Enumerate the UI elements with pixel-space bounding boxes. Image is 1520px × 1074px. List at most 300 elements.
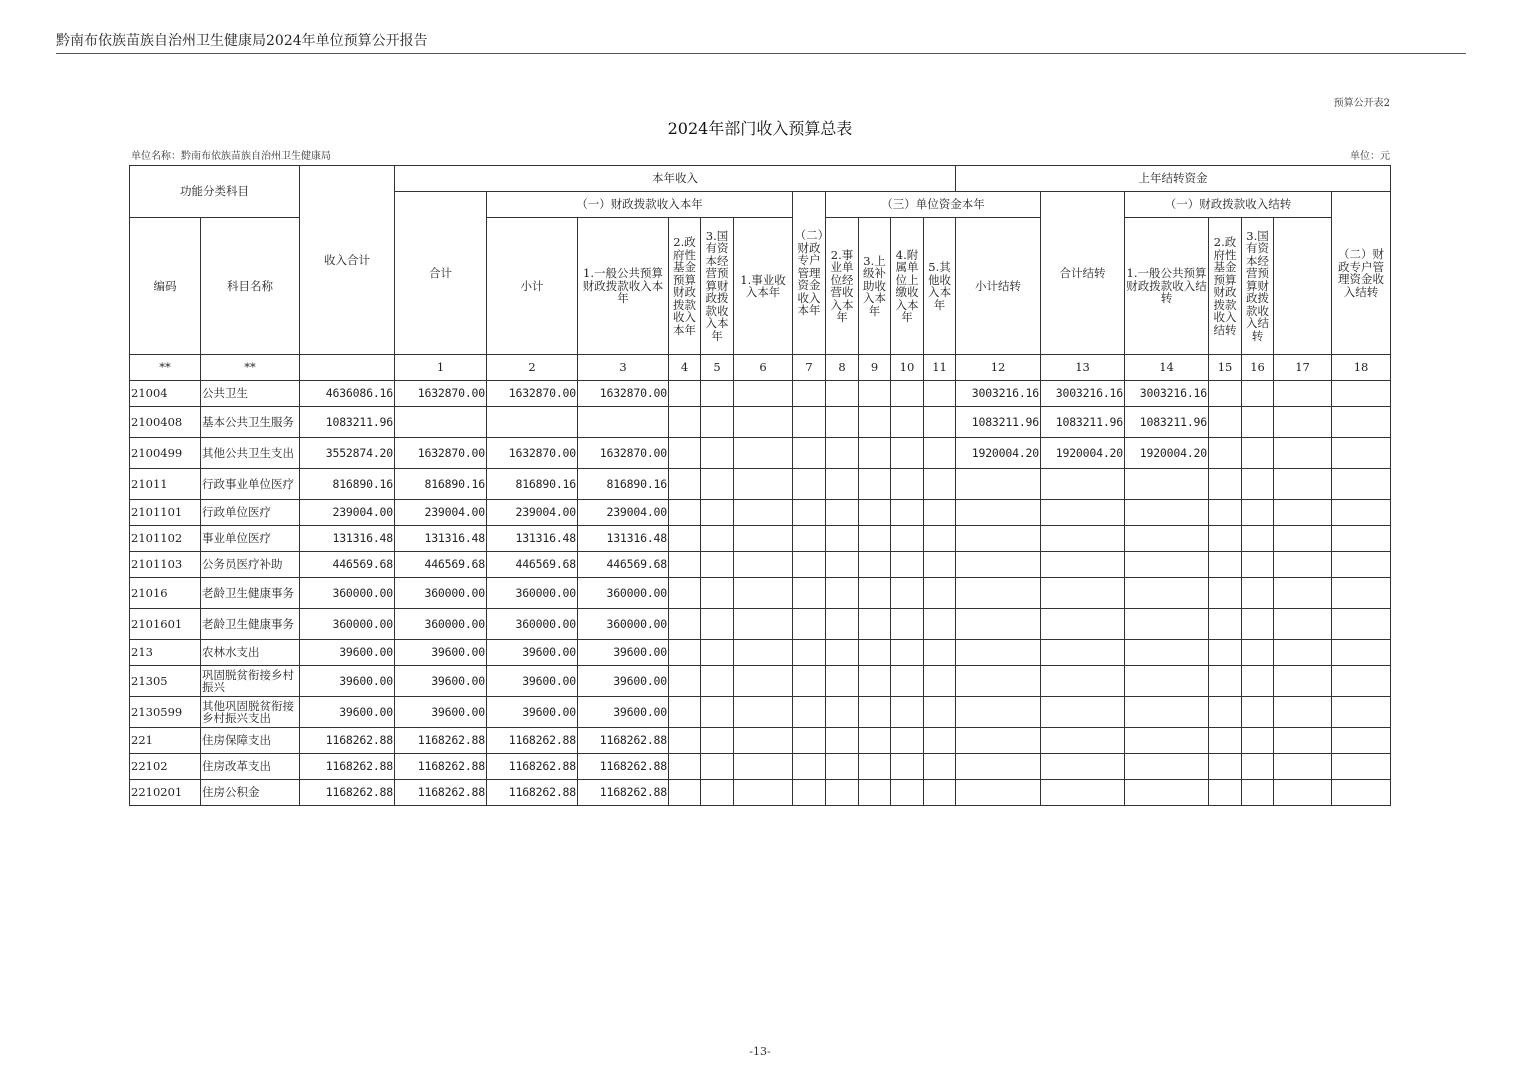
header-total: 合计 xyxy=(395,192,487,355)
amount-cell xyxy=(734,469,793,500)
amount-cell: 1168262.88 xyxy=(487,780,578,806)
amount-cell xyxy=(1332,666,1391,697)
amount-cell: 446569.68 xyxy=(578,552,669,578)
column-number: 3 xyxy=(578,355,669,381)
amount-cell xyxy=(1242,609,1274,640)
amount-cell xyxy=(1274,381,1332,407)
table-row xyxy=(130,697,1391,728)
amount-cell xyxy=(1041,754,1125,780)
table-row xyxy=(130,469,1391,500)
row-name: 行政单位医疗 xyxy=(201,500,300,526)
amount-cell xyxy=(1274,578,1332,609)
amount-cell xyxy=(1332,381,1391,407)
amount-cell xyxy=(669,578,701,609)
amount-cell xyxy=(1209,728,1242,754)
table-number: 预算公开表2 xyxy=(1333,98,1390,109)
header-subtotal-carry: 小计结转 xyxy=(956,218,1041,355)
amount-cell: 1168262.88 xyxy=(300,728,395,754)
amount-cell: 816890.16 xyxy=(395,469,487,500)
amount-cell xyxy=(734,500,793,526)
amount-cell xyxy=(487,407,578,438)
column-number: 4 xyxy=(669,355,701,381)
amount-cell xyxy=(1041,780,1125,806)
amount-cell: 360000.00 xyxy=(395,578,487,609)
amount-cell xyxy=(734,609,793,640)
amount-cell xyxy=(1125,728,1209,754)
header-income-total: 收入合计 xyxy=(300,166,395,355)
amount-cell xyxy=(826,640,859,666)
row-code: 21011 xyxy=(130,469,201,500)
table-row xyxy=(130,407,1391,438)
amount-cell xyxy=(734,666,793,697)
amount-cell xyxy=(1274,697,1332,728)
table-row xyxy=(130,666,1391,697)
column-number-row xyxy=(130,355,1391,381)
amount-cell xyxy=(826,578,859,609)
amount-cell: 360000.00 xyxy=(300,609,395,640)
amount-cell xyxy=(826,666,859,697)
amount-cell xyxy=(1242,552,1274,578)
amount-cell xyxy=(859,526,891,552)
row-name: 公务员医疗补助 xyxy=(201,552,300,578)
amount-cell xyxy=(1274,552,1332,578)
amount-cell xyxy=(891,578,924,609)
row-code: 2210201 xyxy=(130,780,201,806)
amount-cell xyxy=(1209,526,1242,552)
amount-cell xyxy=(956,469,1041,500)
amount-cell xyxy=(956,609,1041,640)
row-code: 2130599 xyxy=(130,697,201,728)
amount-cell xyxy=(891,754,924,780)
amount-cell xyxy=(734,407,793,438)
amount-cell xyxy=(859,754,891,780)
amount-cell: 239004.00 xyxy=(300,500,395,526)
column-number: 1 xyxy=(395,355,487,381)
amount-cell: 1083211.96 xyxy=(1125,407,1209,438)
amount-cell xyxy=(891,438,924,469)
amount-cell xyxy=(1274,666,1332,697)
row-name: 公共卫生 xyxy=(201,381,300,407)
amount-cell xyxy=(1041,469,1125,500)
amount-cell: 39600.00 xyxy=(578,640,669,666)
row-code: 21016 xyxy=(130,578,201,609)
amount-cell xyxy=(826,526,859,552)
amount-cell xyxy=(1209,407,1242,438)
amount-cell xyxy=(826,780,859,806)
amount-cell: 39600.00 xyxy=(487,697,578,728)
amount-cell xyxy=(1125,780,1209,806)
column-number: 18 xyxy=(1332,355,1391,381)
row-name: 住房保障支出 xyxy=(201,728,300,754)
amount-cell xyxy=(1274,640,1332,666)
amount-cell xyxy=(1332,526,1391,552)
amount-cell xyxy=(793,728,826,754)
amount-cell xyxy=(1332,552,1391,578)
table-row xyxy=(130,438,1391,469)
amount-cell xyxy=(1209,381,1242,407)
amount-cell xyxy=(859,381,891,407)
amount-cell: 816890.16 xyxy=(487,469,578,500)
amount-cell xyxy=(701,754,734,780)
amount-cell xyxy=(701,780,734,806)
header-gov-fund: 2.政府性基金预算财政拨款收入本年 xyxy=(669,218,701,355)
amount-cell xyxy=(734,640,793,666)
amount-cell xyxy=(859,609,891,640)
amount-cell xyxy=(1242,500,1274,526)
amount-cell xyxy=(1125,609,1209,640)
amount-cell xyxy=(1242,640,1274,666)
amount-cell xyxy=(1274,526,1332,552)
amount-cell: 360000.00 xyxy=(578,609,669,640)
amount-cell xyxy=(1242,407,1274,438)
amount-cell xyxy=(859,438,891,469)
amount-cell xyxy=(1242,697,1274,728)
amount-cell xyxy=(859,578,891,609)
amount-cell xyxy=(826,500,859,526)
header-subtotal: 小计 xyxy=(487,218,578,355)
amount-cell: 1168262.88 xyxy=(395,780,487,806)
amount-cell: 1168262.88 xyxy=(578,754,669,780)
amount-cell xyxy=(891,500,924,526)
amount-cell xyxy=(1209,754,1242,780)
amount-cell: 1083211.96 xyxy=(956,407,1041,438)
column-number xyxy=(300,355,395,381)
amount-cell: 3552874.20 xyxy=(300,438,395,469)
amount-cell xyxy=(1332,728,1391,754)
amount-cell xyxy=(1209,697,1242,728)
header-prior-year: 上年结转资金 xyxy=(956,166,1391,192)
amount-cell: 1168262.88 xyxy=(578,728,669,754)
amount-cell xyxy=(1242,754,1274,780)
amount-cell xyxy=(1332,407,1391,438)
amount-cell: 131316.48 xyxy=(395,526,487,552)
header-general-carry: 1.一般公共预算财政拨款收入结转 xyxy=(1125,218,1209,355)
amount-cell xyxy=(956,640,1041,666)
column-number: 10 xyxy=(891,355,924,381)
amount-cell: 1168262.88 xyxy=(578,780,669,806)
amount-cell xyxy=(1242,469,1274,500)
amount-cell xyxy=(669,526,701,552)
amount-cell xyxy=(956,552,1041,578)
amount-cell xyxy=(1242,666,1274,697)
amount-cell xyxy=(924,526,956,552)
header-state-capital: 3.国有资本经营预算财政拨款收入本年 xyxy=(701,218,734,355)
header-special-account: （二）财政专户管理资金收入本年 xyxy=(793,192,826,355)
amount-cell xyxy=(924,728,956,754)
amount-cell xyxy=(924,697,956,728)
column-number: 12 xyxy=(956,355,1041,381)
amount-cell xyxy=(1209,500,1242,526)
amount-cell xyxy=(891,469,924,500)
amount-cell xyxy=(956,500,1041,526)
amount-cell: 1083211.96 xyxy=(1041,407,1125,438)
header-fiscal-current: （一）财政拨款收入本年 xyxy=(487,192,793,218)
amount-cell xyxy=(826,754,859,780)
header-special-account-carry: （二）财政专户管理资金收入结转 xyxy=(1332,192,1391,355)
amount-cell xyxy=(859,666,891,697)
amount-cell xyxy=(1125,552,1209,578)
amount-cell xyxy=(1041,609,1125,640)
column-number: 9 xyxy=(859,355,891,381)
row-code: 221 xyxy=(130,728,201,754)
amount-cell: 1168262.88 xyxy=(487,728,578,754)
amount-cell xyxy=(1209,666,1242,697)
amount-cell xyxy=(701,438,734,469)
table-row xyxy=(130,609,1391,640)
amount-cell xyxy=(793,438,826,469)
amount-cell: 3003216.16 xyxy=(1041,381,1125,407)
amount-cell xyxy=(1209,609,1242,640)
amount-cell xyxy=(669,438,701,469)
amount-cell xyxy=(1209,578,1242,609)
amount-cell xyxy=(734,697,793,728)
column-number: 11 xyxy=(924,355,956,381)
column-number: 8 xyxy=(826,355,859,381)
amount-cell xyxy=(669,697,701,728)
amount-cell xyxy=(793,407,826,438)
amount-cell xyxy=(1332,578,1391,609)
amount-cell xyxy=(793,697,826,728)
amount-cell xyxy=(701,407,734,438)
amount-cell xyxy=(826,697,859,728)
amount-cell: 360000.00 xyxy=(487,609,578,640)
amount-cell xyxy=(578,407,669,438)
amount-cell: 446569.68 xyxy=(300,552,395,578)
amount-cell xyxy=(669,754,701,780)
amount-cell xyxy=(1041,697,1125,728)
row-name: 老龄卫生健康事务 xyxy=(201,578,300,609)
amount-cell xyxy=(1209,640,1242,666)
amount-cell xyxy=(1332,640,1391,666)
amount-cell: 1083211.96 xyxy=(300,407,395,438)
table-row xyxy=(130,754,1391,780)
document-title: 2024年部门收入预算总表 xyxy=(667,119,853,138)
amount-cell xyxy=(924,666,956,697)
amount-cell: 1168262.88 xyxy=(300,780,395,806)
amount-cell xyxy=(826,438,859,469)
amount-cell xyxy=(924,381,956,407)
amount-cell xyxy=(793,500,826,526)
amount-cell xyxy=(701,640,734,666)
amount-cell xyxy=(1041,552,1125,578)
header-code: 编码 xyxy=(130,218,201,355)
amount-cell xyxy=(1041,500,1125,526)
header-state-capital-carry: 3.国有资本经营预算财政拨款收入结转 xyxy=(1242,218,1274,355)
amount-cell xyxy=(734,754,793,780)
amount-cell xyxy=(891,780,924,806)
amount-cell xyxy=(1041,526,1125,552)
amount-cell xyxy=(793,578,826,609)
amount-cell xyxy=(1274,754,1332,780)
header-func-category: 功能分类科目 xyxy=(130,166,300,218)
amount-cell xyxy=(891,609,924,640)
header-divider xyxy=(56,53,1466,54)
amount-cell xyxy=(1332,754,1391,780)
row-name: 农林水支出 xyxy=(201,640,300,666)
amount-cell xyxy=(1274,500,1332,526)
row-name: 基本公共卫生服务 xyxy=(201,407,300,438)
amount-cell: 360000.00 xyxy=(578,578,669,609)
amount-cell xyxy=(859,697,891,728)
row-code: 213 xyxy=(130,640,201,666)
amount-cell xyxy=(956,754,1041,780)
amount-cell xyxy=(956,666,1041,697)
amount-cell: 1632870.00 xyxy=(395,381,487,407)
amount-cell xyxy=(924,469,956,500)
row-code: 21004 xyxy=(130,381,201,407)
amount-cell xyxy=(701,609,734,640)
amount-cell xyxy=(793,469,826,500)
amount-cell xyxy=(1209,438,1242,469)
amount-cell xyxy=(956,780,1041,806)
column-number: ** xyxy=(130,355,201,381)
amount-cell xyxy=(1242,381,1274,407)
amount-cell xyxy=(1332,609,1391,640)
amount-cell xyxy=(669,552,701,578)
amount-cell xyxy=(793,526,826,552)
amount-cell: 39600.00 xyxy=(487,640,578,666)
amount-cell xyxy=(734,438,793,469)
header-gov-fund-carry: 2.政府性基金预算财政拨款收入结转 xyxy=(1209,218,1242,355)
amount-cell xyxy=(891,381,924,407)
amount-cell: 1632870.00 xyxy=(578,438,669,469)
row-code: 2101101 xyxy=(130,500,201,526)
amount-cell xyxy=(1125,754,1209,780)
amount-cell: 1632870.00 xyxy=(395,438,487,469)
column-number: 5 xyxy=(701,355,734,381)
column-number: ** xyxy=(201,355,300,381)
amount-cell xyxy=(1332,500,1391,526)
amount-cell xyxy=(891,526,924,552)
amount-cell xyxy=(1242,780,1274,806)
column-number: 14 xyxy=(1125,355,1209,381)
amount-cell xyxy=(395,407,487,438)
amount-cell xyxy=(1041,666,1125,697)
amount-cell xyxy=(1125,697,1209,728)
amount-cell: 39600.00 xyxy=(395,640,487,666)
row-code: 2101601 xyxy=(130,609,201,640)
amount-cell xyxy=(1274,407,1332,438)
amount-cell: 39600.00 xyxy=(578,666,669,697)
amount-cell xyxy=(826,552,859,578)
amount-cell xyxy=(891,552,924,578)
amount-cell xyxy=(956,526,1041,552)
amount-cell xyxy=(1274,438,1332,469)
amount-cell xyxy=(1125,526,1209,552)
amount-cell xyxy=(734,578,793,609)
header-subsidy: 3.上级补助收入本年 xyxy=(859,218,891,355)
currency-unit: 单位：元 xyxy=(1350,151,1390,162)
amount-cell xyxy=(669,469,701,500)
amount-cell xyxy=(924,754,956,780)
amount-cell: 239004.00 xyxy=(487,500,578,526)
header-other: 5.其他收入本年 xyxy=(924,218,956,355)
amount-cell xyxy=(701,728,734,754)
amount-cell xyxy=(1274,780,1332,806)
header-general: 1.一般公共预算财政拨款收入本年 xyxy=(578,218,669,355)
amount-cell xyxy=(859,728,891,754)
amount-cell xyxy=(1274,469,1332,500)
amount-cell: 239004.00 xyxy=(395,500,487,526)
amount-cell: 446569.68 xyxy=(487,552,578,578)
amount-cell: 3003216.16 xyxy=(956,381,1041,407)
amount-cell: 816890.16 xyxy=(300,469,395,500)
amount-cell xyxy=(859,640,891,666)
amount-cell xyxy=(924,578,956,609)
amount-cell xyxy=(1125,500,1209,526)
amount-cell: 1168262.88 xyxy=(300,754,395,780)
amount-cell xyxy=(793,754,826,780)
amount-cell: 1168262.88 xyxy=(395,728,487,754)
table-row xyxy=(130,526,1391,552)
amount-cell xyxy=(859,780,891,806)
table-row xyxy=(130,728,1391,754)
amount-cell: 39600.00 xyxy=(487,666,578,697)
row-name: 事业单位医疗 xyxy=(201,526,300,552)
amount-cell: 816890.16 xyxy=(578,469,669,500)
amount-cell xyxy=(1274,609,1332,640)
header-operating: 2.事业单位经营收入本年 xyxy=(826,218,859,355)
amount-cell xyxy=(859,552,891,578)
amount-cell xyxy=(859,469,891,500)
amount-cell xyxy=(669,500,701,526)
amount-cell xyxy=(1332,780,1391,806)
amount-cell xyxy=(669,780,701,806)
amount-cell xyxy=(1332,469,1391,500)
amount-cell xyxy=(826,469,859,500)
row-name: 其他公共卫生支出 xyxy=(201,438,300,469)
amount-cell: 3003216.16 xyxy=(1125,381,1209,407)
amount-cell xyxy=(701,552,734,578)
amount-cell: 360000.00 xyxy=(300,578,395,609)
row-name: 巩固脱贫衔接乡村振兴 xyxy=(201,666,300,697)
amount-cell xyxy=(669,407,701,438)
amount-cell xyxy=(793,780,826,806)
table-row xyxy=(130,500,1391,526)
amount-cell: 39600.00 xyxy=(300,666,395,697)
amount-cell xyxy=(701,469,734,500)
amount-cell xyxy=(1242,526,1274,552)
table-row xyxy=(130,552,1391,578)
unit-name: 单位名称：黔南布依族苗族自治州卫生健康局 xyxy=(131,151,331,162)
amount-cell xyxy=(956,697,1041,728)
row-name: 住房改革支出 xyxy=(201,754,300,780)
amount-cell xyxy=(1274,728,1332,754)
amount-cell: 446569.68 xyxy=(395,552,487,578)
amount-cell xyxy=(701,666,734,697)
column-number: 15 xyxy=(1209,355,1242,381)
header-current-year: 本年收入 xyxy=(395,166,956,192)
amount-cell xyxy=(669,640,701,666)
column-number: 7 xyxy=(793,355,826,381)
row-code: 2101103 xyxy=(130,552,201,578)
amount-cell xyxy=(701,381,734,407)
column-number: 2 xyxy=(487,355,578,381)
amount-cell: 1168262.88 xyxy=(487,754,578,780)
amount-cell xyxy=(891,407,924,438)
amount-cell xyxy=(826,381,859,407)
amount-cell xyxy=(924,640,956,666)
amount-cell xyxy=(1125,469,1209,500)
header-name: 科目名称 xyxy=(201,218,300,355)
amount-cell: 131316.48 xyxy=(578,526,669,552)
amount-cell xyxy=(956,728,1041,754)
amount-cell xyxy=(859,500,891,526)
row-name: 其他巩固脱贫衔接乡村振兴支出 xyxy=(201,697,300,728)
amount-cell: 1632870.00 xyxy=(487,381,578,407)
amount-cell xyxy=(891,666,924,697)
amount-cell xyxy=(924,552,956,578)
